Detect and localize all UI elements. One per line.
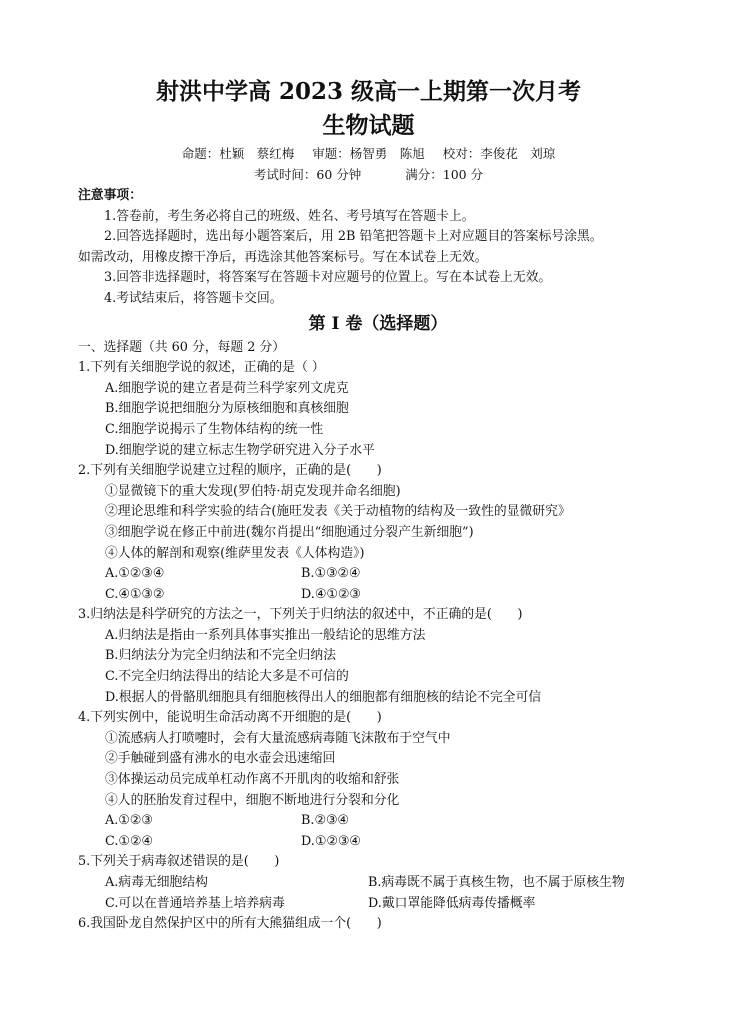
- option: D.细胞学说的建立标志生物学研究进入分子水平: [105, 442, 375, 458]
- staff-line: [0, 145, 737, 162]
- statement: ①流感病人打喷嚏时，会有大量流感病毒随飞沫散布于空气中: [105, 730, 451, 746]
- option: D.④①②③: [301, 586, 361, 602]
- notice-item: 4.考试结束后，将答题卡交回。: [104, 290, 283, 306]
- exam-body: [78, 186, 678, 935]
- option-row: [78, 811, 678, 832]
- exam-info-line: [0, 166, 737, 183]
- notice-item: 2.回答选择题时，选出每小题答案后，用 2B 铅笔把答题卡上对应题目的答案标号涂黑。: [104, 229, 603, 245]
- option: D.①②③④: [301, 833, 361, 849]
- reviewers: 审题：杨智勇 陈旭: [312, 146, 425, 161]
- statement: ④人体的解剖和观察(维萨里发表《人体构造》): [105, 545, 365, 561]
- notice-heading: 注意事项：: [78, 188, 142, 203]
- notice-item: 1.答卷前，考生务必将自己的班级、姓名、考号填写在答题卡上。: [104, 208, 475, 224]
- option-row: [78, 894, 678, 915]
- option: A.①②③: [105, 813, 153, 829]
- statement: ④人的胚胎发育过程中，细胞不断地进行分裂和分化: [105, 792, 400, 808]
- statement: ②理论思维和科学实验的结合(施旺发表《关于动植物的结构及一致性的显微研究》: [105, 504, 571, 520]
- exam-subject: 生物试题: [322, 112, 415, 139]
- option: A.病毒无细胞结构: [105, 875, 208, 890]
- notice-item: 如需改动，用橡皮擦干净后，再选涂其他答案标号。写在本试卷上无效。: [78, 249, 488, 265]
- statement: ①显微镜下的重大发现(罗伯特·胡克发现并命名细胞): [105, 483, 401, 499]
- exam-title: 射洪中学高 2023 级高一上期第一次月考: [155, 78, 582, 105]
- exam-time: 考试时间：60 分钟: [253, 167, 362, 182]
- option: C.不完全归纳法得出的结论大多是不可信的: [105, 669, 349, 685]
- statement: ②手触碰到盛有沸水的电水壶会迅速缩回: [105, 751, 336, 767]
- option: B.细胞学说把细胞分为原核细胞和真核细胞: [105, 401, 349, 417]
- full-score: 满分：100 分: [405, 167, 484, 182]
- proofreaders: 校对：李俊花 刘琼: [442, 146, 556, 161]
- option: B.②③④: [301, 813, 349, 829]
- option: A.①②③④: [105, 566, 165, 582]
- option: B.①③②④: [301, 566, 361, 582]
- option: A.细胞学说的建立者是荷兰科学家列文虎克: [105, 380, 349, 396]
- option-row: [78, 564, 678, 585]
- question-stem: 6.我国卧龙自然保护区中的所有大熊猫组成一个( ): [78, 916, 382, 932]
- option: C.④①③②: [105, 586, 165, 602]
- option: C.细胞学说揭示了生物体结构的统一性: [105, 421, 324, 437]
- option: B.病毒既不属于真核生物，也不属于原核生物: [368, 875, 625, 890]
- part-heading: 一、选择题（共 60 分，每题 2 分）: [78, 339, 286, 355]
- statement: ③体操运动员完成单杠动作离不开肌肉的收缩和舒张: [105, 772, 400, 788]
- section-title: 第 I 卷（选择题）: [308, 313, 448, 334]
- notice-item: 3.回答非选择题时，将答案写在答题卡对应题号的位置上。写在本试卷上无效。: [104, 270, 552, 286]
- option: B.归纳法分为完全归纳法和不完全归纳法: [105, 648, 337, 664]
- question-stem: 1.下列有关细胞学说的叙述，正确的是（ ）: [78, 360, 325, 376]
- option-row: [78, 832, 678, 853]
- option-row: [78, 873, 678, 894]
- option-row: [78, 585, 678, 606]
- option: D.根据人的骨骼肌细胞具有细胞核得出人的细胞都有细胞核的结论不完全可信: [105, 689, 542, 705]
- option: C.可以在普通培养基上培养病毒: [105, 895, 285, 911]
- option: A.归纳法是指由一系列具体事实推出一般结论的思维方法: [105, 627, 426, 643]
- question-stem: 2.下列有关细胞学说建立过程的顺序，正确的是( ): [78, 463, 382, 479]
- question-stem: 4.下列实例中，能说明生命活动离不开细胞的是( ): [78, 710, 382, 726]
- proposers: 命题：杜颖 蔡红梅: [181, 146, 295, 161]
- option: C.①②④: [105, 833, 153, 849]
- question-stem: 3.归纳法是科学研究的方法之一，下列关于归纳法的叙述中，不正确的是( ): [78, 607, 523, 623]
- question-stem: 5.下列关于病毒叙述错误的是( ): [78, 854, 280, 870]
- statement: ③细胞学说在修正中前进(魏尔肖提出“细胞通过分裂产生新细胞”): [105, 524, 474, 540]
- option: D.戴口罩能降低病毒传播概率: [368, 895, 536, 911]
